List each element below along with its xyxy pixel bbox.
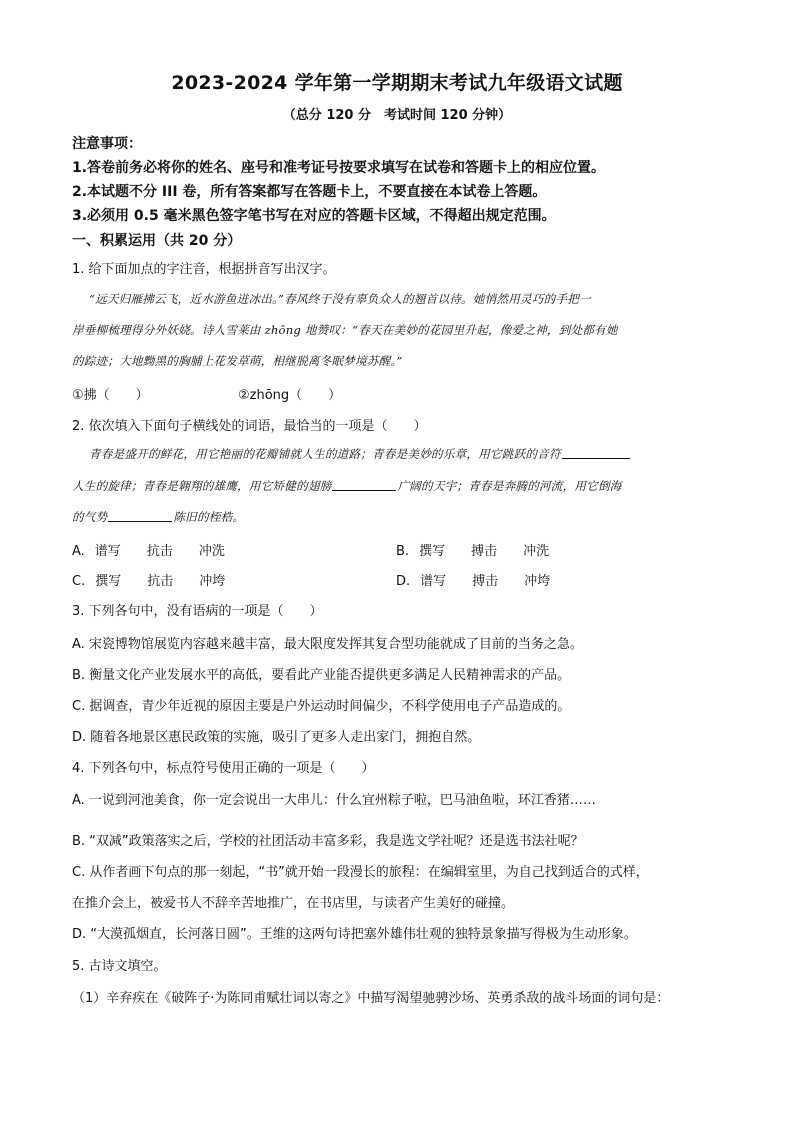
- option-word: 冲垮: [199, 574, 226, 589]
- notes-heading: 注意事项：: [72, 136, 142, 152]
- q3-option-d: D. 随着各地景区惠民政策的实施，吸引了更多人走出家门，拥抱自然。: [72, 730, 481, 745]
- q2-option-a: [72, 540, 251, 559]
- q2-text: 广阔的天宇；青春是奔腾的河流，用它倒海: [397, 479, 622, 493]
- option-word: 搏击: [471, 544, 498, 559]
- q3-option-a: A. 宋瓷博物馆展览内容越来越丰富，最大限度发挥其复合型功能就成了目前的当务之急。: [72, 637, 583, 652]
- q4-option-d: D. “大漠孤烟直，长河落日圆”。王维的这两句诗把塞外雄伟壮观的独特景象描写得极为生动形象。: [72, 927, 637, 942]
- q1-stem: 1. 给下面加点的字注音，根据拼音写出汉字。: [72, 262, 336, 277]
- option-label: C.: [72, 574, 86, 589]
- note-item-1: 1.答卷前务必将你的姓名、座号和准考证号按要求填写在试卷和答题卡上的相应位置。: [72, 160, 606, 176]
- q5-stem: 5. 古诗文填空。: [72, 959, 167, 974]
- q2-passage-line-2: [72, 478, 622, 494]
- option-word: 谱写: [420, 574, 447, 589]
- option-word: 抗击: [147, 574, 174, 589]
- q2-text: 人生的旋律；青春是翱翔的雄鹰，用它矫健的翅膀: [72, 479, 332, 493]
- option-word: 谱写: [94, 544, 121, 559]
- option-word: 冲垮: [524, 574, 551, 589]
- q4-option-c-cont: 在推介会上，被爱书人不辞辛苦地推广，在书店里，与读者产生美好的碰撞。: [72, 896, 515, 911]
- option-word: 撰写: [419, 544, 446, 559]
- q1-passage-line-1: “远天归雁拂云飞，近水游鱼迸冰出。”春风终于没有辜负众人的翘首以待。她悄然用灵巧的手把一: [89, 292, 591, 306]
- q2-text: 的气势: [72, 510, 108, 524]
- q4-stem: 4. 下列各句中，标点符号使用正确的一项是（ ）: [72, 761, 375, 776]
- q2-blank-3: [108, 509, 172, 522]
- exam-title: 2023-2024 学年第一学期期末考试九年级语文试题: [171, 72, 623, 94]
- option-label: D.: [396, 574, 411, 589]
- q3-stem: 3. 下列各句中，没有语病的一项是（ ）: [72, 604, 323, 619]
- q4-option-a: A. 一说到河池美食，你一定会说出一大串儿：什么宜州粽子啦，巴马油鱼啦，环江香猪……: [72, 793, 596, 808]
- q3-option-b: B. 衡量文化产业发展水平的高低，要看此产业能否提供更多满足人民精神需求的产品。: [72, 668, 571, 683]
- q2-passage-line-1: [89, 446, 631, 462]
- q2-stem: 2. 依次填入下面句子横线处的词语，最恰当的一项是（ ）: [72, 419, 427, 434]
- q5-sub-1: （1）辛弃疾在《破阵子·为陈同甫赋壮词以寄之》中描写渴望驰骋沙场、英勇杀敌的战斗场面的词句是：: [72, 991, 670, 1006]
- note-item-2: 2.本试题不分 III 卷，所有答案都写在答题卡上，不要直接在本试卷上答题。: [72, 184, 547, 200]
- q2-blank-2: [332, 478, 396, 491]
- exam-subtitle: （总分 120 分 考试时间 120 分钟）: [282, 108, 512, 123]
- q2-option-c: [72, 570, 251, 589]
- q2-blank-1: [562, 446, 630, 459]
- note-item-3: 3.必须用 0.5 毫米黑色签字笔书写在对应的答题卡区域，不得超出规定范围。: [72, 208, 556, 224]
- option-word: 抗击: [146, 544, 173, 559]
- option-word: 冲洗: [198, 544, 225, 559]
- q2-option-b: [396, 540, 575, 559]
- q4-option-b: B. “双减”政策落实之后，学校的社团活动丰富多彩，我是选文学社呢？还是选书法社呢？: [72, 834, 584, 849]
- q3-option-c: C. 据调查，青少年近视的原因主要是户外运动时间偏少，不科学使用电子产品造成的。: [72, 699, 571, 714]
- section-heading: 一、积累运用（共 20 分）: [72, 233, 242, 249]
- q1-passage-line-2: 岸垂柳梳理得分外妖娆。诗人雪莱由 zhōng 地赞叹：“春天在美妙的花园里升起，像爱之神，到处都有她: [72, 323, 618, 337]
- q2-passage-line-3: [72, 509, 244, 525]
- option-word: 搏击: [472, 574, 499, 589]
- q2-text: 陈旧的桎梏。: [173, 510, 245, 524]
- option-word: 撰写: [95, 574, 122, 589]
- option-label: A.: [72, 544, 85, 559]
- q4-option-c: C. 从作者画下句点的那一刻起，“书”就开始一段漫长的旅程：在编辑室里，为自己找到适合的式样，: [72, 865, 649, 880]
- option-word: 冲洗: [523, 544, 550, 559]
- q1-passage-line-3: 的踪迹；大地黝黑的胸脯上花发草萌，相继脱离冬眠梦境苏醒。”: [72, 354, 403, 368]
- option-label: B.: [396, 544, 410, 559]
- q2-text: 青春是盛开的鲜花，用它艳丽的花瓣铺就人生的道路；青春是美妙的乐章，用它跳跃的音符: [89, 447, 561, 461]
- q1-blank-2: ②zhōng（ ）: [238, 388, 342, 403]
- q1-blank-1: ①拂（ ）: [72, 388, 149, 403]
- q2-option-d: [396, 570, 576, 589]
